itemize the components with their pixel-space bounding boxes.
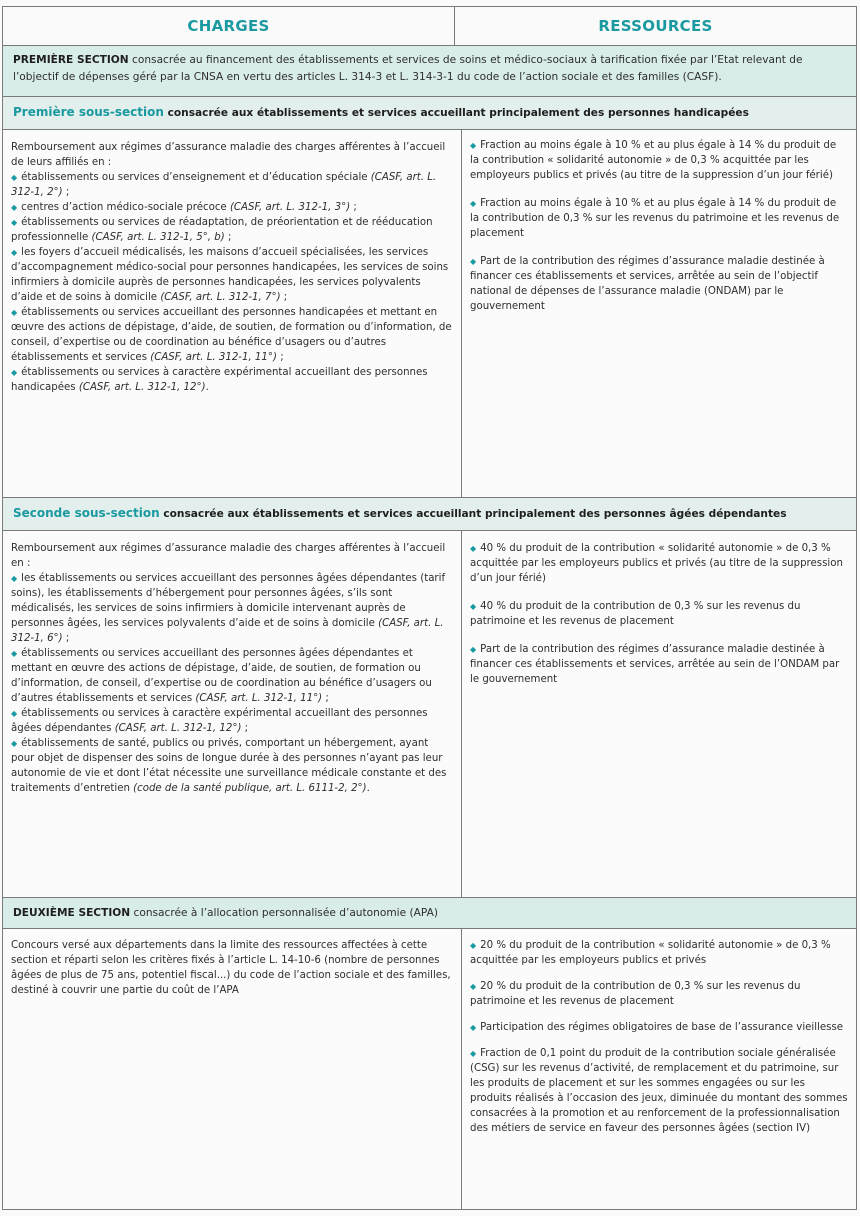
sous-section-2-text: consacrée aux établissements et services accueillant principalement des personnes âgées dépendantes <box>159 508 787 520</box>
diamond-bullet-icon: ◆ <box>470 982 477 991</box>
charges-item-after: ; <box>241 723 249 734</box>
diamond-bullet-icon: ◆ <box>470 602 477 611</box>
diamond-bullet-icon: ◆ <box>11 218 18 227</box>
deuxieme-section-band <box>2 897 857 929</box>
diamond-bullet-icon: ◆ <box>11 248 18 257</box>
diamond-bullet-icon: ◆ <box>11 709 18 718</box>
ressources-item <box>470 979 848 1009</box>
charges-item-ref: (code de la santé publique, art. L. 6111-2, 2°) <box>133 783 367 794</box>
charges-item-after: ; <box>350 202 357 213</box>
charges-item-text: établissements ou services de réadaptation, de préorientation et de rééducation professionnelle <box>11 217 433 243</box>
diamond-bullet-icon: ◆ <box>470 141 477 150</box>
diamond-bullet-icon: ◆ <box>470 1049 477 1058</box>
ressources-item-text: 20 % du produit de la contribution « solidarité autonomie » de 0,3 % acquittée par les employeurs publics et privés <box>470 940 831 966</box>
charges-item-text: établissements ou services accueillant des personnes handicapées et mettant en œuvre des actions de dépistage, d’aide, de soutien, de formation ou d’information, de conseil, d’expertise ou de coordination au bénéfice d’usagers ou d’autres établissements et services <box>11 307 452 363</box>
charges-item-after: ; <box>62 633 70 644</box>
premiere-section-title: PREMIÈRE SECTION <box>13 54 129 66</box>
diamond-bullet-icon: ◆ <box>11 739 18 748</box>
header-charges <box>2 6 455 46</box>
charges-item-ref: (CASF, art. L. 312-1, 2°) <box>11 172 437 198</box>
diamond-bullet-icon: ◆ <box>11 203 18 212</box>
diamond-bullet-icon: ◆ <box>470 645 477 654</box>
sous-section-1-charges <box>2 129 462 498</box>
charges-item <box>11 706 453 736</box>
charges-item-ref: (CASF, art. L. 312-1, 6°) <box>11 618 444 644</box>
charges-item-text: les établissements ou services accueillant des personnes âgées dépendantes (tarif soins), les établissements d’hébergement pour personnes âgées, s’ils sont médicalisés, les services de soins infirmiers à domicile intervenant auprès de personnes âgées, les services polyvalents d’aide et de soins à domicile <box>11 573 446 629</box>
ressources-item <box>470 642 848 687</box>
charges-item-after: ; <box>280 292 288 303</box>
charges-item-ref: (CASF, art. L. 312-1, 5°, b) <box>91 232 225 243</box>
sous-section-2-charges <box>2 530 462 898</box>
charges-item <box>11 170 453 200</box>
charges-item-text: les foyers d’accueil médicalisés, les maisons d’accueil spécialisées, les services d’accompagnement médico-social pour personnes handicapées, les services de soins infirmiers à domicile auprès de personnes handicapées, les services polyvalents d’aide et de soins à domicile <box>11 247 449 303</box>
diamond-bullet-icon: ◆ <box>470 1023 477 1032</box>
charges-item-after: ; <box>224 232 232 243</box>
ressources-item-text: 40 % du produit de la contribution « solidarité autonomie » de 0,3 % acquittée par les employeurs publics et privés (au titre de la suppression d’un jour férié) <box>470 543 843 584</box>
ressources-item <box>470 1020 848 1035</box>
ressources-item <box>470 599 848 629</box>
charges-item-text: centres d’action médico-sociale précoce <box>21 202 230 213</box>
charges-item-ref: (CASF, art. L. 312-1, 7°) <box>160 292 281 303</box>
diamond-bullet-icon: ◆ <box>11 574 18 583</box>
ressources-item-text: 40 % du produit de la contribution de 0,3 % sur les revenus du patrimoine et les revenus de placement <box>470 601 801 627</box>
header-ressources <box>454 6 857 46</box>
charges-item-after: ; <box>62 187 70 198</box>
ressources-item <box>470 938 848 968</box>
deuxieme-section-title: DEUXIÈME SECTION <box>13 907 131 919</box>
charges-item-text: établissements ou services à caractère expérimental accueillant des personnes âgées dépendantes <box>11 708 428 734</box>
sous-section-1-band <box>2 96 857 130</box>
charges-item-after: ; <box>276 352 284 363</box>
charges-item <box>11 365 453 395</box>
diamond-bullet-icon: ◆ <box>11 368 18 377</box>
charges-item <box>11 305 453 365</box>
ressources-item-text: Part de la contribution des régimes d’assurance maladie destinée à financer ces établissements et services, arrêtée au sein de l’objectif national de dépenses de l’assurance maladie (ONDAM) par le gouvernement <box>470 256 825 312</box>
charges-item <box>11 571 453 646</box>
diamond-bullet-icon: ◆ <box>470 941 477 950</box>
charges-item-text: établissements ou services à caractère expérimental accueillant des personnes handicapées <box>11 367 428 393</box>
premiere-section-band <box>2 45 857 97</box>
charges-item <box>11 646 453 706</box>
deuxieme-section-ressources <box>461 928 857 1210</box>
ressources-item <box>470 138 848 183</box>
ressources-item-text: Fraction au moins égale à 10 % et au plus égale à 14 % du produit de la contribution « solidarité autonomie » de 0,3 % acquittée par les employeurs publics et privés (au titre de la suppression d’un jour férié) <box>470 140 837 181</box>
charges-item-text: établissements ou services accueillant des personnes âgées dépendantes et mettant en œuvre des actions de dépistage, d’aide, de soutien, de formation ou d’information, de conseil, d’expertise ou de coordination au bénéfice d’usagers ou d’autres établissements et services <box>11 648 432 704</box>
deuxieme-section-charges-text: Concours versé aux départements dans la limite des ressources affectées à cette section et réparti selon les critères fixés à l’article L. 14-10-6 (nombre de personnes âgées de plus de 75 ans, potentiel fiscal...) du code de l’action sociale et des familles, destiné à couvrir une partie du coût de l’APA <box>11 940 451 996</box>
diamond-bullet-icon: ◆ <box>11 173 18 182</box>
charges-item-ref: (CASF, art. L. 312-1, 11°) <box>195 693 323 704</box>
diamond-bullet-icon: ◆ <box>11 308 18 317</box>
diamond-bullet-icon: ◆ <box>470 199 477 208</box>
charges-item-ref: (CASF, art. L. 312-1, 12°) <box>114 723 242 734</box>
sous-section-2-charges-intro: Remboursement aux régimes d’assurance maladie des charges afférentes à l’accueil en : <box>11 543 446 569</box>
sous-section-1-title: Première sous-section <box>13 105 164 119</box>
charges-item-ref: (CASF, art. L. 312-1, 3°) <box>229 202 351 213</box>
charges-item <box>11 215 453 245</box>
ressources-item-text: Fraction de 0,1 point du produit de la contribution sociale généralisée (CSG) sur les revenus d’activité, de remplacement et du patrimoine, sur les produits de placement et sur les sommes engagées ou sur les produits réalisés à l’occasion des jeux, diminuée du montant des sommes consacrées à la promotion et au renforcement de la professionnalisation des métiers de service en faveur des personnes âgées (section IV) <box>470 1048 848 1134</box>
sous-section-1-ressources <box>461 129 857 498</box>
charges-item-ref: (CASF, art. L. 312-1, 11°) <box>150 352 277 363</box>
header-charges-label: CHARGES <box>187 17 270 35</box>
ressources-item-text: Participation des régimes obligatoires de base de l’assurance vieillesse <box>480 1022 844 1033</box>
diamond-bullet-icon: ◆ <box>470 544 477 553</box>
diamond-bullet-icon: ◆ <box>11 649 18 658</box>
sous-section-2-band <box>2 497 857 531</box>
charges-item <box>11 736 453 796</box>
ressources-item <box>470 541 848 586</box>
charges-item-text: établissements de santé, publics ou privés, comportant un hébergement, ayant pour objet de dispenser des soins de longue durée à des personnes n’ayant pas leur autonomie de vie et dont l’état nécessite une surveillance médicale constante et des traitements d’entretien <box>11 738 447 794</box>
deuxieme-section-charges <box>2 928 462 1210</box>
sous-section-2-title: Seconde sous-section <box>13 506 160 520</box>
diamond-bullet-icon: ◆ <box>470 257 477 266</box>
ressources-item-text: Part de la contribution des régimes d’assurance maladie destinée à financer ces établissements et services, arrêtée au sein de l’ONDAM par le gouvernement <box>470 644 840 685</box>
premiere-section-text: consacrée au financement des établissements et services de soins et médico-sociaux à tarification fixée par l’Etat relevant de l’objectif de dépenses géré par la CNSA en vertu des articles L. 314-3 et L. 314-3-1 du code de l’action sociale et des familles (CASF). <box>13 54 803 83</box>
charges-item <box>11 200 453 215</box>
charges-item-after: . <box>205 382 209 393</box>
ressources-item <box>470 254 848 314</box>
ressources-item-text: Fraction au moins égale à 10 % et au plus égale à 14 % du produit de la contribution de 0,3 % sur les revenus du patrimoine et les revenus de placement <box>470 198 840 239</box>
sous-section-1-text: consacrée aux établissements et services accueillant principalement des personnes handicapées <box>163 107 749 119</box>
sous-section-1-charges-intro: Remboursement aux régimes d’assurance maladie des charges afférentes à l’accueil de leurs affiliés en : <box>11 142 446 168</box>
sous-section-2-ressources <box>461 530 857 898</box>
charges-item-after: ; <box>322 693 329 704</box>
charges-item <box>11 245 453 305</box>
charges-item-after: . <box>366 783 370 794</box>
ressources-item <box>470 1046 848 1136</box>
charges-item-text: établissements ou services d’enseignement et d’éducation spéciale <box>21 172 371 183</box>
charges-item-ref: (CASF, art. L. 312-1, 12°) <box>78 382 206 393</box>
header-ressources-label: RESSOURCES <box>598 17 713 35</box>
deuxieme-section-text: consacrée à l’allocation personnalisée d’autonomie (APA) <box>130 907 438 919</box>
ressources-item-text: 20 % du produit de la contribution de 0,3 % sur les revenus du patrimoine et les revenus de placement <box>470 981 801 1007</box>
ressources-item <box>470 196 848 241</box>
